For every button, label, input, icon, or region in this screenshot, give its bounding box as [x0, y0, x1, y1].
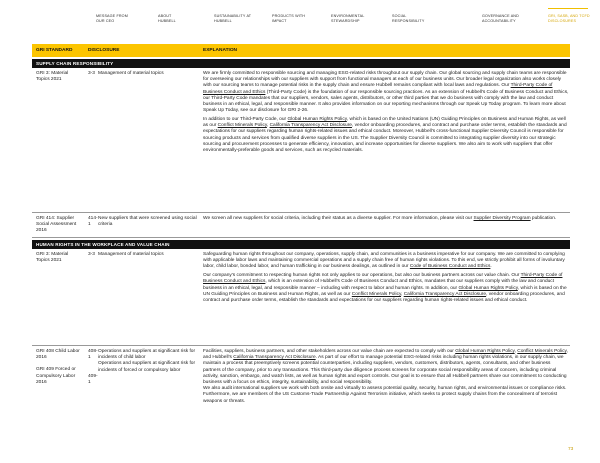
table-header-row — [32, 44, 570, 57]
third-party-code-link[interactable]: Third-Party Code of Business Conduct and Ethics — [203, 83, 553, 95]
row-disclosure: Operations and suppliers at significant risk for incidents of child labor Operations and suppliers at significant risk for incidents of forced or compulsory labor — [98, 349, 196, 373]
nav-products[interactable]: PRODUCTS WITH IMPACT — [272, 14, 306, 23]
row-code: 414-1 — [88, 216, 98, 228]
nav-ceo-message[interactable]: MESSAGE FROM OUR CEO — [96, 14, 128, 23]
california-transparency-link[interactable]: California Transparency Act Disclosure — [233, 355, 316, 361]
human-rights-policy-link[interactable]: Global Human Rights Policy — [287, 117, 347, 123]
california-transparency-link[interactable]: California Transparency Act Disclosure — [269, 123, 352, 129]
table-row — [32, 249, 570, 346]
row-explanation: Safeguarding human rights throughout our company, operations, supply chain, and communities is a business imperative for our company. We are committed to complying with applicable labor laws and maintaining commercial operations and a supply chain free of human rights violations. To this end, we strictly prohibit all forms of involuntary labor, child labor, bonded labor, and human trafficking in our business dealings, as outlined in our Code of Business Conduct and Ethics. Our company's commitment to respecting human rights not only applies to our operations, but also our business partners across our value chain. Our Third-Party Code of Business Conduct and Ethics, which is an extension of Hubbell's Code of Business Conduct and Ethics, mandates that our suppliers comply with the law and conduct business in an ethical, legal, and responsible manner – including with respect to labor and human rights. In addition, our Global Human Rights Policy, which is based on the UN Guiding Principles on Business and Human Rights, as well as our Conflict Minerals Policy, California Transparency Act Disclosure, vendor onboarding procedures, and contract and purchase order terms, establish the standards and expectations for our suppliers regarding human rights-related issues and ethical conduct. — [203, 252, 567, 304]
row-standard: GRI 3: Material Topics 2021 — [36, 71, 69, 83]
active-nav-underline — [548, 8, 588, 9]
table-row — [32, 213, 570, 238]
table-row — [32, 68, 570, 213]
nav-about[interactable]: ABOUT HUBBELL — [158, 14, 176, 23]
conflict-minerals-link[interactable]: Conflict Minerals Policy — [517, 349, 567, 354]
row-explanation: We screen all new suppliers for social criteria, including their status as a diverse supplier. For more information, please visit our Supplier Diversity Program publication. — [203, 216, 557, 221]
gri-disclosure-table — [32, 44, 570, 421]
page-number: 73 — [568, 447, 574, 452]
row-standard: GRI 3: Material Topics 2021 — [36, 252, 69, 264]
header-disclosure: DISCLOSURE — [88, 48, 120, 54]
row-disclosure: Management of material topics — [98, 252, 164, 257]
third-party-code-link[interactable]: Third-Party Code of Business Conduct and Ethics — [203, 273, 563, 285]
human-rights-policy-link[interactable]: Global Human Rights Policy — [458, 285, 518, 291]
row-code: 408-1 409-1 — [88, 349, 98, 386]
row-code: 3-3 — [88, 252, 95, 257]
nav-governance[interactable]: GOVERNANCE AND ACCOUNTABILITY — [482, 14, 519, 23]
row-standard: GRI 408 Child Labor 2016 GRI 409 Forced or Compulsory Labor 2016 — [36, 349, 80, 385]
nav-sustainability[interactable]: SUSTAINABILITY AT HUBBELL — [214, 14, 252, 23]
row-explanation: Facilities, suppliers, business partners, and other stakeholders across our value chain are expected to comply with our Global Human Rights Policy, Conflict Minerals Policy, and Hubbell's California Transparency Act Disclosure. As part of our effort to manage potential ESG-related risks including human rights violations, in our supply chain, we maintain a process that preemptively screens potential counterparties, including suppliers, vendors, customers, distributors, agents, consultants, and other business partners of the company, prior to any transactions. This third-party due diligence process screens for corporate social responsibility areas of concern, including criminal activity, sanction, embargo, and watch lists, as well as human rights and export controls. Our goal is to ensure that all Hubbell partners share our commitment to conducting business with a focus on ethics, integrity, sustainability, and social responsibility. We also audit international suppliers we work with both onsite and virtually to assess potential quality, security, human rights, and environmental issues or compliance risks. Furthermore, we are members of the US Customs-Trade Partnership Against Terrorism initiative, which seeks to protect supply chains from the concealment of terrorist weapons or threats. — [203, 349, 568, 404]
nav-social[interactable]: SOCIAL RESPONSIBILITY — [392, 14, 425, 23]
row-disclosure: Management of material topics — [98, 71, 164, 76]
conflict-minerals-link[interactable]: Conflict Minerals Policy — [351, 291, 402, 297]
row-explanation: We are firmly committed to responsible sourcing and managing ESG-related risks throughout our supply chain. Our global sourcing and supply chain teams are responsible for overseeing our relationships with our suppliers with support from functional managers at each of our business units. Our broader legal organization also works closely with our sourcing teams to manage potential risks in the supply chain and ensure Hubbell remains compliant with local laws and regulations. Our Third-Party Code of Business Conduct and Ethics (Third-Party Code) is the foundation of our responsible sourcing practices. As an extension of Hubbell's Code of Business Conduct and Ethics, our Third-Party Code mandates that our suppliers, vendors, sales agents, distributors, or other third parties that we do business with comply with the law and conduct business in an ethical, legal, and responsible manner. It also provides information on our reporting mechanisms through our Speak Up Today program. To learn more about Speak Up Today, see our disclosure for GRI 2-26. In addition to our Third-Party Code, our Global Human Rights Policy, which is based on the United Nations (UN) Guiding Principles on Business and Human Rights, as well as our Conflict Minerals Policy, California Transparency Act Disclosure, vendor onboarding procedures, and contract and purchase order terms, establish the standards and expectations for our suppliers regarding human rights-related issues and ethical conduct. Moreover, Hubbell's cross-functional Supplier Diversity Council is responsible for sourcing products and services from qualified diverse suppliers in the US. The Supplier Diversity Council is committed to integrating supplier diversity into our strategic sourcing and procurement processes to generate efficiency, innovation, and increase opportunities for diverse suppliers. We also aim to work with suppliers that offer environmentally-preferable goods and services, such as recycled materials. — [203, 71, 569, 154]
nav-gri-disclosures[interactable]: GRI, SASB, AND TCFD DISCLOSURES — [548, 14, 590, 23]
nav-environmental[interactable]: ENVIRONMENTAL STEWARDSHIP — [331, 14, 365, 23]
table-row — [32, 346, 570, 421]
row-disclosure: New suppliers that were screened using social criteria — [98, 216, 197, 228]
header-gri-standard: GRI STANDARD — [36, 48, 73, 54]
conflict-minerals-link[interactable]: Conflict Minerals Policy — [217, 123, 267, 129]
section-supply-chain: SUPPLY CHAIN RESPONSIBILITY — [32, 59, 570, 68]
section-human-rights: HUMAN RIGHTS IN THE WORKPLACE AND VALUE CHAIN — [32, 240, 570, 249]
california-transparency-link[interactable]: California Transparency Act Disclosure — [403, 291, 487, 297]
code-of-conduct-link[interactable]: Code of Business Conduct and Ethics — [409, 264, 491, 270]
supplier-diversity-link[interactable]: Supplier Diversity Program — [473, 216, 531, 221]
top-navigation — [0, 0, 600, 34]
row-standard: GRI 414: Supplier Social Assessment 2016 — [36, 216, 77, 234]
human-rights-policy-link[interactable]: Global Human Rights Policy — [455, 349, 515, 354]
header-explanation: EXPLANATION — [203, 48, 238, 54]
row-code: 3-3 — [88, 71, 95, 76]
